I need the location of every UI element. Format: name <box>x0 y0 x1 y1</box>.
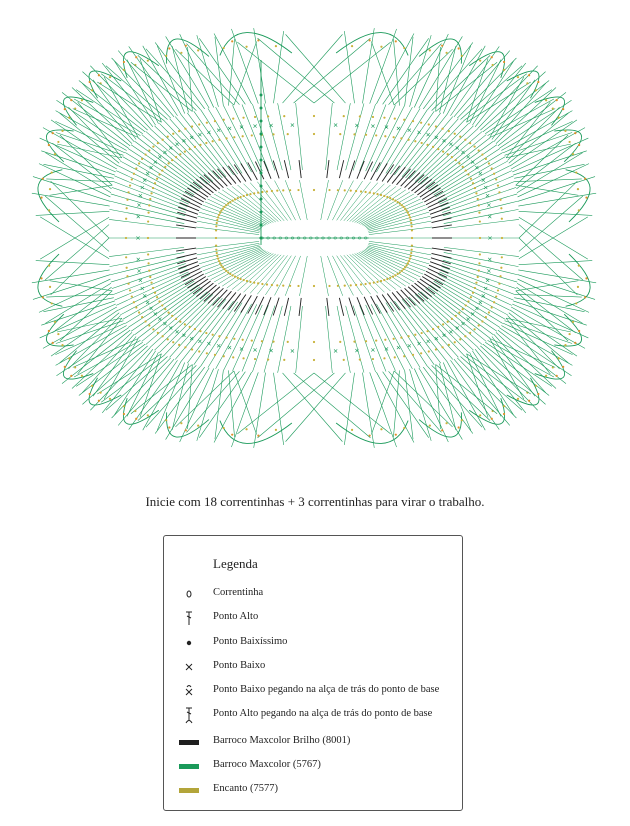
start-instruction: Inicie com 18 correntinhas + 3 correntinhas para virar o trabalho. <box>145 494 485 509</box>
double-crochet-icon <box>176 610 202 626</box>
legend-title: Legenda <box>213 556 258 571</box>
legend-label: Ponto Baixo pegando na alça de trás do ponto de base <box>213 684 440 695</box>
legend-item-slip-stitch <box>164 633 464 653</box>
legend-label: Ponto Baixo <box>213 660 266 671</box>
legend-item-single-crochet-back-loop <box>164 681 464 701</box>
legend-item-yarn-black <box>164 732 464 752</box>
legend-item-yarn-green <box>164 756 464 776</box>
legend-label: Barroco Maxcolor (5767) <box>213 759 321 770</box>
legend-item-single-crochet <box>164 657 464 677</box>
legend-label: Correntinha <box>213 587 264 598</box>
color-swatch-gold <box>176 782 202 798</box>
legend-label: Ponto Alto pegando na alça de trás do ponto de base <box>213 708 433 719</box>
legend-item-double-crochet-back-loop <box>164 705 464 725</box>
double-crochet-back-loop-icon <box>176 707 202 723</box>
color-swatch-black <box>176 734 202 750</box>
legend-item-yarn-gold <box>164 780 464 800</box>
legend-label: Encanto (7577) <box>213 783 279 794</box>
chain-oval-icon <box>176 586 202 602</box>
legend-label: Ponto Alto <box>213 611 259 622</box>
legend-item-chain <box>164 584 464 604</box>
color-swatch-green <box>176 758 202 774</box>
legend-box <box>163 535 463 811</box>
legend-label: Ponto Baixíssimo <box>213 636 288 647</box>
legend-item-double-crochet <box>164 608 464 628</box>
single-crochet-back-loop-icon <box>176 683 202 699</box>
single-crochet-x-icon <box>176 659 202 675</box>
legend-label: Barroco Maxcolor Brilho (8001) <box>213 735 351 746</box>
slip-stitch-dot-icon <box>176 635 202 651</box>
